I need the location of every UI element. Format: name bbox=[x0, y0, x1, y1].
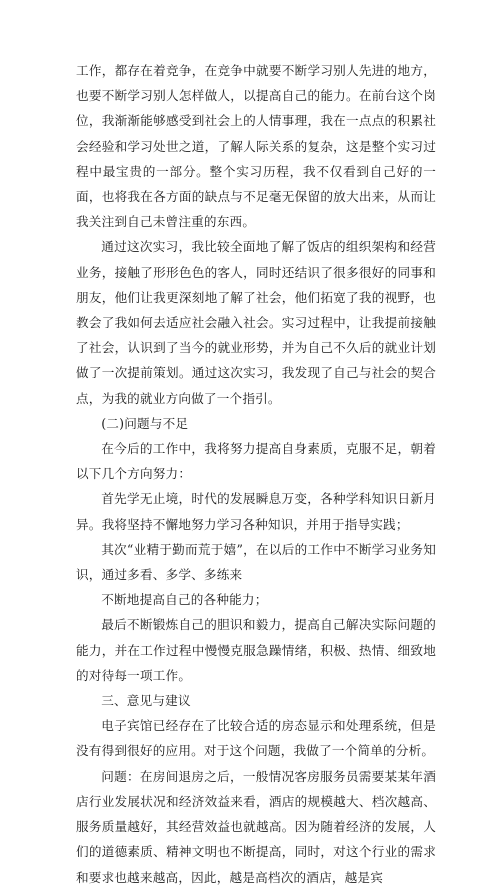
paragraph-4: 首先学无止境，时代的发展瞬息万变，各种学科知识日新月异。我将坚持不懈地努力学习各种知识，并用于指导实践； bbox=[76, 491, 436, 532]
paragraph-2: 通过这次实习，我比较全面地了解了饭店的组织架构和经营业务，接触了形形色色的客人，同时还结识了很多很好的同事和朋友，他们让我更深刻地了解了社会，他们拓宽了我的视野，也教会了我如何去适应社会融入社会。实习过程中，让我提前接触了社会，认识到了当今的就业形势，并为自己不久后的就业计划做了一次提前策划。通过这次实习，我发现了自己与社会的契合点，为我的就业方向做了一个指引。 bbox=[76, 239, 436, 406]
paragraph-1: 工作，都存在着竞争，在竞争中就要不断学习别人先进的地方，也要不断学习别人怎样做人，以提高自己的能力。在前台这个岗位，我渐渐能够感受到社会上的人情事理，我在一点点的积累社会经验和学习处世之道，了解人际关系的复杂，这是整个实习过程中最宝贵的一部分。整个实习历程，我不仅看到自己好的一面，也将我在各方面的缺点与不足毫无保留的放大出来，从而让我关注到自己未曾注重的东西。 bbox=[76, 63, 436, 230]
paragraph-9: 问题：在房间退房之后，一般情况客房服务员需要某某年酒店行业发展状况和经济效益来看，酒店的规模越大、档次越高、服务质量越好，其经营效益也就越高。因为随着经济的发展，人们的道德素质、精神文明也不断提高，同时，对这个行业的需求和要求也越来越高，因此，越是高档次的酒店，越是宾 bbox=[76, 768, 436, 885]
paragraph-6: 不断地提高自己的各种能力； bbox=[101, 592, 268, 608]
section-heading-suggestions: 三、意见与建议 bbox=[101, 693, 191, 709]
paragraph-5: 其次“业精于勤而荒于嬉”，在以后的工作中不断学习业务知识，通过多看、多学、多练来 bbox=[76, 541, 436, 583]
paragraph-8: 电子宾馆已经存在了比较合适的房态显示和处理系统，但是没有得到很好的应用。对于这个问题，我做了一个简单的分析。 bbox=[76, 718, 436, 759]
paragraph-3: 在今后的工作中，我将努力提高自身素质，克服不足，朝着以下几个方向努力： bbox=[76, 441, 436, 482]
paragraph-7: 最后不断锻炼自己的胆识和毅力，提高自己解决实际问题的能力，并在工作过程中慢慢克服急躁情绪，积极、热情、细致地的对待每一项工作。 bbox=[76, 617, 436, 683]
section-heading-problems: (二)问题与不足 bbox=[101, 415, 189, 431]
